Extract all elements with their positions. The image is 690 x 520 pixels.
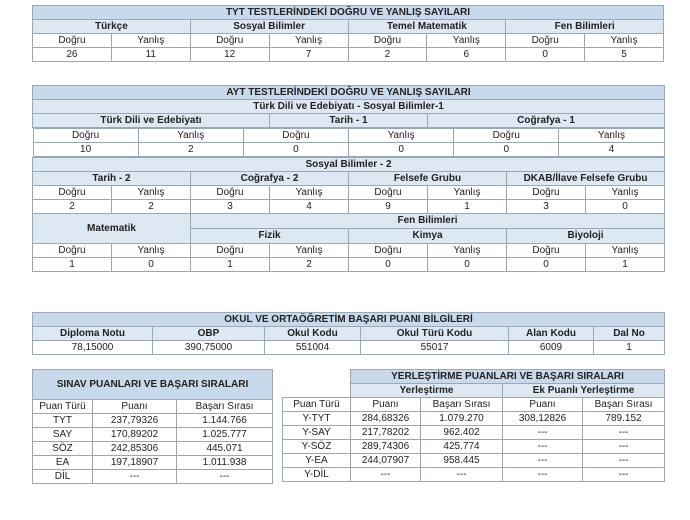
value-cell: EA (33, 456, 93, 470)
sinav-title: SINAV PUANLARI VE BAŞARI SIRALARI (33, 370, 273, 400)
tyt-table (32, 5, 664, 62)
value-cell: 197,18907 (93, 456, 177, 470)
value-cell: 0 (506, 48, 585, 62)
table-row (33, 470, 273, 484)
tyt-subject-fen: Fen Bilimleri (506, 20, 664, 34)
ayt-subject-cografya1: Coğrafya - 1 (428, 114, 665, 128)
value-cell: 9 (349, 200, 428, 214)
col-dogru: Doğru (349, 244, 428, 258)
yerlestirme-header-ek-puan: Puanı (503, 398, 583, 412)
value-cell: 1.011.938 (177, 456, 273, 470)
yerlestirme-header-tur: Puan Türü (283, 398, 351, 412)
value-cell: 242,85306 (93, 442, 177, 456)
value-cell: 12 (190, 48, 269, 62)
value-cell: 3 (191, 200, 270, 214)
value-cell: Y-EA (283, 454, 351, 468)
yerlestirme-header-ek-sira: Başarı Sırası (583, 398, 665, 412)
value-cell: 10 (33, 143, 138, 157)
ayt-subject-felsefe: Felsefe Grubu (349, 172, 507, 186)
ayt-group1-grid (33, 128, 665, 157)
value-cell: 0 (428, 258, 507, 272)
value-cell: --- (93, 470, 177, 484)
table-row (33, 442, 273, 456)
ayt-subject-matematik: Matematik (33, 214, 191, 244)
value-cell: Y-TYT (283, 412, 351, 426)
col-dogru: Doğru (33, 186, 112, 200)
okul-header-obp: OBP (153, 327, 265, 341)
value-cell: 789.152 (583, 412, 665, 426)
okul-header-diploma: Diploma Notu (33, 327, 153, 341)
yerlestirme-sub-normal: Yerleştirme (351, 384, 503, 398)
value-cell: --- (583, 426, 665, 440)
col-dogru: Doğru (348, 34, 427, 48)
value-cell: 1.025.777 (177, 428, 273, 442)
value-cell: 425.774 (421, 440, 503, 454)
okul-obp-value: 390,75000 (153, 341, 265, 355)
col-yanlis: Yanlış (428, 186, 507, 200)
col-yanlis: Yanlış (559, 129, 664, 143)
col-dogru: Doğru (33, 129, 138, 143)
okul-title: OKUL VE ORTAÖĞRETİM BAŞARI PUANI BİLGİLERİ (33, 313, 665, 327)
col-yanlis: Yanlış (111, 34, 190, 48)
value-cell: 2 (33, 200, 112, 214)
sinav-header-sira: Başarı Sırası (177, 400, 273, 414)
col-dogru: Doğru (506, 34, 585, 48)
ayt-table (32, 85, 665, 272)
ayt-subject-fizik: Fizik (191, 229, 349, 244)
value-cell: --- (503, 440, 583, 454)
tyt-title: TYT TESTLERİNDEKİ DOĞRU VE YANLIŞ SAYILARI (33, 6, 664, 20)
col-dogru: Doğru (349, 186, 428, 200)
value-cell: 6 (427, 48, 506, 62)
col-dogru: Doğru (507, 244, 586, 258)
okul-diploma-value: 78,15000 (33, 341, 153, 355)
col-yanlis: Yanlış (112, 186, 191, 200)
table-row (33, 456, 273, 470)
tyt-subject-matematik: Temel Matematik (348, 20, 506, 34)
col-yanlis: Yanlış (269, 34, 348, 48)
value-cell: 2 (348, 48, 427, 62)
col-yanlis: Yanlış (427, 34, 506, 48)
col-yanlis: Yanlış (349, 129, 454, 143)
value-cell: 0 (454, 143, 559, 157)
col-dogru: Doğru (33, 244, 112, 258)
value-cell: 26 (33, 48, 112, 62)
table-row (33, 414, 273, 428)
col-dogru: Doğru (191, 244, 270, 258)
okul-header-okul-turu: Okul Türü Kodu (361, 327, 509, 341)
value-cell: 5 (585, 48, 664, 62)
ayt-subject-dkab: DKAB/İlave Felsefe Grubu (507, 172, 665, 186)
value-cell: 0 (349, 143, 454, 157)
yerlestirme-header-puan: Puanı (351, 398, 421, 412)
value-cell: 0 (243, 143, 348, 157)
okul-dal-no-value: 1 (594, 341, 665, 355)
value-cell: --- (583, 440, 665, 454)
okul-alan-kodu-value: 6009 (509, 341, 594, 355)
ayt-subject-edebiyat: Türk Dili ve Edebiyatı (33, 114, 270, 128)
value-cell: SAY (33, 428, 93, 442)
value-cell: 445.071 (177, 442, 273, 456)
value-cell: Y-SAY (283, 426, 351, 440)
sinav-table (32, 369, 273, 484)
yerlestirme-corner (283, 370, 351, 398)
ayt-subject-biyoloji: Biyoloji (507, 229, 665, 244)
value-cell: TYT (33, 414, 93, 428)
value-cell: 0 (507, 258, 586, 272)
value-cell: SÖZ (33, 442, 93, 456)
value-cell: --- (503, 426, 583, 440)
value-cell: 958.445 (421, 454, 503, 468)
table-row (283, 412, 665, 426)
sinav-header-tur: Puan Türü (33, 400, 93, 414)
col-yanlis: Yanlış (585, 34, 664, 48)
yerlestirme-title: YERLEŞTİRME PUANLARI VE BAŞARI SIRALARI (351, 370, 665, 384)
ayt-fen-title: Fen Bilimleri (191, 214, 665, 229)
table-row (283, 426, 665, 440)
ayt-title: AYT TESTLERİNDEKİ DOĞRU VE YANLIŞ SAYILARI (33, 86, 665, 100)
value-cell: 3 (507, 200, 586, 214)
value-cell: --- (421, 468, 503, 482)
value-cell: DİL (33, 470, 93, 484)
value-cell: --- (503, 468, 583, 482)
ayt-subject-tarih1: Tarih - 1 (270, 114, 428, 128)
value-cell: 0 (349, 258, 428, 272)
table-row (283, 468, 665, 482)
value-cell: 0 (112, 258, 191, 272)
tyt-subject-sosyal: Sosyal Bilimler (190, 20, 348, 34)
value-cell: 1.144.766 (177, 414, 273, 428)
okul-header-dal-no: Dal No (594, 327, 665, 341)
value-cell: 2 (270, 258, 349, 272)
col-dogru: Doğru (454, 129, 559, 143)
value-cell: --- (583, 468, 665, 482)
value-cell: --- (351, 468, 421, 482)
value-cell: 289,74306 (351, 440, 421, 454)
value-cell: 1 (33, 258, 112, 272)
sinav-header-puan: Puanı (93, 400, 177, 414)
ayt-subject-cografya2: Coğrafya - 2 (191, 172, 349, 186)
ayt-subject-tarih2: Tarih - 2 (33, 172, 191, 186)
col-yanlis: Yanlış (428, 244, 507, 258)
ayt-group1-title: Türk Dili ve Edebiyatı - Sosyal Bilimler-1 (33, 100, 665, 114)
col-yanlis: Yanlış (138, 129, 243, 143)
okul-okul-turu-value: 55017 (361, 341, 509, 355)
value-cell: 1.079.270 (421, 412, 503, 426)
ayt-group2-title: Sosyal Bilimler - 2 (33, 158, 665, 172)
yerlestirme-sub-ek: Ek Puanlı Yerleştirme (503, 384, 665, 398)
value-cell: 2 (112, 200, 191, 214)
table-row (283, 454, 665, 468)
yerlestirme-header-sira: Başarı Sırası (421, 398, 503, 412)
col-yanlis: Yanlış (586, 244, 665, 258)
col-dogru: Doğru (191, 186, 270, 200)
value-cell: 308,12826 (503, 412, 583, 426)
value-cell: 1 (428, 200, 507, 214)
value-cell: 4 (270, 200, 349, 214)
okul-table (32, 312, 665, 355)
value-cell: 237,79326 (93, 414, 177, 428)
okul-okul-kodu-value: 551004 (265, 341, 361, 355)
yerlestirme-table (282, 369, 665, 482)
okul-header-okul-kodu: Okul Kodu (265, 327, 361, 341)
value-cell: 2 (138, 143, 243, 157)
value-cell: 11 (111, 48, 190, 62)
col-dogru: Doğru (33, 34, 112, 48)
value-cell: 217,78202 (351, 426, 421, 440)
col-yanlis: Yanlış (586, 186, 665, 200)
value-cell: Y-DİL (283, 468, 351, 482)
col-dogru: Doğru (190, 34, 269, 48)
col-yanlis: Yanlış (112, 244, 191, 258)
okul-header-alan-kodu: Alan Kodu (509, 327, 594, 341)
value-cell: 962.402 (421, 426, 503, 440)
value-cell: 1 (586, 258, 665, 272)
value-cell: 1 (191, 258, 270, 272)
col-yanlis: Yanlış (270, 186, 349, 200)
value-cell: 284,68326 (351, 412, 421, 426)
col-dogru: Doğru (507, 186, 586, 200)
value-cell: Y-SÖZ (283, 440, 351, 454)
col-dogru: Doğru (243, 129, 348, 143)
value-cell: 244,07907 (351, 454, 421, 468)
ayt-subject-kimya: Kimya (349, 229, 507, 244)
value-cell: --- (177, 470, 273, 484)
value-cell: 7 (269, 48, 348, 62)
table-row (283, 440, 665, 454)
tyt-subject-turkce: Türkçe (33, 20, 191, 34)
value-cell: 0 (586, 200, 665, 214)
value-cell: 4 (559, 143, 664, 157)
value-cell: --- (503, 454, 583, 468)
value-cell: --- (583, 454, 665, 468)
table-row (33, 428, 273, 442)
value-cell: 170,89202 (93, 428, 177, 442)
col-yanlis: Yanlış (270, 244, 349, 258)
